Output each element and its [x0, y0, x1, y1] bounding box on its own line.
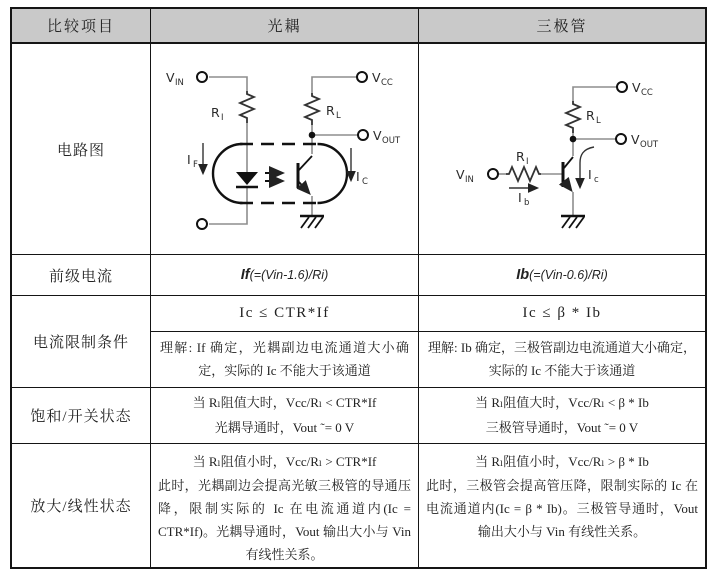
bjt-limit-note-cell: [418, 331, 705, 387]
transistor-circuit-cell: [418, 43, 705, 254]
ib-label-sub: b: [523, 198, 529, 208]
vin-terminal: [197, 72, 207, 82]
opto-package-right-arc: [318, 144, 348, 203]
rl-label-sub: L: [595, 116, 601, 126]
ground-symbol: [300, 216, 324, 228]
vcc-wire: [312, 77, 357, 93]
node-dot: [569, 136, 576, 143]
bjt-note-text: 理解: Ib 确定，三极管副边电流通道大小确定，实际的 Ic 不能大于该通道: [428, 340, 696, 378]
ri-label-sub: I: [525, 157, 529, 167]
rl-label: R: [326, 103, 335, 118]
bjt-saturation-cell: [418, 387, 705, 443]
led-symbol: [236, 172, 258, 185]
ground-symbol: [561, 216, 585, 228]
input-return-terminal: [197, 219, 207, 229]
ri-label-sub: I: [221, 113, 224, 123]
ic-label: I: [587, 167, 592, 182]
ic-label: I: [356, 169, 360, 184]
opto-condition-text: Ic ≤ CTR*If: [239, 305, 330, 321]
linear-label-text: 放大/线性状态: [30, 499, 132, 515]
bjt-linear-line1: 当 Rₗ阻值小时，Vcc/Rₗ > β * Ib: [475, 454, 649, 469]
phototransistor-emitter: [299, 182, 309, 193]
rl-label: R: [585, 108, 595, 123]
phototransistor-base-bar: [297, 163, 300, 188]
bjt-limit-condition: [418, 295, 705, 331]
rl-label-sub: L: [336, 111, 341, 121]
led-cathode-wire: [209, 187, 247, 224]
vcc-label: V: [372, 70, 381, 85]
vin-wire: [209, 77, 247, 91]
vout-label: V: [373, 128, 382, 143]
header-compare-label: 比较项目: [46, 19, 115, 35]
vin-label-sub: IN: [175, 78, 184, 88]
vout-label-sub: OUT: [382, 136, 401, 146]
node-dot: [309, 132, 316, 139]
transistor-circuit-diagram: [420, 44, 705, 254]
opto-linear-line1: 当 Rₗ阻值小时，Vcc/Rₗ > CTR*If: [192, 454, 377, 469]
optocoupler-circuit-cell: [150, 43, 418, 254]
ri-label: R: [211, 105, 220, 120]
bjt-linear-body: 此时，三极管会提高管压降，限制实际的 Ic 在电流通道内(Ic = β * Ib)。三极管导通时，Vout 输出大小与 Vin 有线性关系。: [426, 477, 698, 539]
opto-linear-cell: [150, 443, 418, 567]
vcc-terminal: [617, 82, 627, 92]
vout-label: V: [630, 132, 640, 147]
transistor-base-bar: [561, 162, 564, 187]
if-label-sub: F: [193, 160, 198, 170]
vout-label-sub: OUT: [639, 140, 658, 150]
resistor-ri: [240, 91, 254, 123]
transistor-collector: [564, 157, 573, 168]
ri-label: R: [515, 149, 525, 164]
ib-label: I: [517, 190, 522, 205]
bjt-pre-current-cell: [418, 254, 705, 295]
vcc-label-sub: CC: [381, 78, 393, 88]
row-label-pre-current: [12, 254, 150, 295]
circuit-label-text: 电路图: [56, 142, 105, 159]
current-limit-label-text: 电流限制条件: [32, 335, 129, 351]
vcc-terminal: [357, 72, 367, 82]
header-bjt-label: 三极管: [536, 19, 588, 35]
opto-if-symbol: If: [240, 267, 250, 283]
saturation-label-text: 饱和/开关状态: [30, 409, 132, 425]
vout-terminal: [616, 134, 626, 144]
vout-terminal: [358, 130, 368, 140]
header-transistor: [418, 9, 705, 43]
opto-limit-note-cell: [150, 331, 418, 387]
vin-label-sub: IN: [464, 175, 474, 185]
row-label-current-limit: [12, 295, 150, 387]
transistor-emitter: [564, 181, 571, 190]
if-label: I: [187, 152, 191, 167]
bjt-saturation-line1: 当 Rₗ阻值大时，Vcc/Rₗ < β * Ib: [475, 394, 649, 410]
bjt-ib-symbol: Ib: [516, 267, 530, 283]
ic-label-sub: C: [362, 177, 368, 187]
opto-saturation-cell: [150, 387, 418, 443]
resistor-rl: [305, 93, 319, 125]
ic-label-sub: c: [593, 175, 599, 185]
bjt-condition-text: Ic ≤ β * Ib: [522, 305, 602, 321]
bjt-ib-formula: (=(Vin-0.6)/Ri): [529, 268, 608, 282]
pre-current-label-text: 前级电流: [48, 268, 113, 285]
vin-terminal: [488, 169, 498, 179]
opto-saturation-line2: 光耦导通时，Vout ˜= 0 V: [214, 419, 355, 435]
opto-linear-body: 此时，光耦副边会提高光敏三极管的导通压降，限制实际的 Ic 在电流通道内(Ic = CTR*If)。光耦导通时，Vout 输出大小与 Vin 有线性关系。: [158, 477, 411, 563]
phototransistor-collector: [299, 156, 312, 170]
row-label-linear: [12, 443, 150, 567]
vin-label: V: [455, 167, 465, 182]
header-opto-label: 光耦: [267, 19, 302, 35]
vcc-label: V: [631, 80, 641, 95]
collector-wire: [573, 133, 616, 156]
vcc-label-sub: CC: [640, 88, 653, 98]
ic-current-arrow: [580, 147, 594, 187]
comparison-table: [10, 7, 707, 569]
opto-note-text: 理解: If 确定，光耦副边电流通道大小确定，实际的 Ic 不能大于该通道: [160, 340, 409, 378]
resistor-ri: [506, 167, 541, 181]
header-optocoupler: [150, 9, 418, 43]
bjt-linear-cell: [418, 443, 705, 567]
opto-limit-condition: [150, 295, 418, 331]
vin-label: V: [166, 70, 175, 85]
header-compare-item: [12, 9, 150, 43]
row-label-circuit: [12, 43, 150, 254]
row-label-saturation: [12, 387, 150, 443]
vcc-wire: [573, 87, 617, 101]
opto-if-formula: (=(Vin-1.6)/Ri): [249, 268, 329, 282]
bjt-saturation-line2: 三极管导通时，Vout ˜= 0 V: [485, 419, 639, 435]
optocoupler-circuit-diagram: [151, 44, 418, 254]
opto-pre-current-cell: [150, 254, 418, 295]
opto-saturation-line1: 当 Rₗ阻值大时，Vcc/Rₗ < CTR*If: [192, 394, 377, 410]
resistor-rl: [566, 101, 580, 133]
